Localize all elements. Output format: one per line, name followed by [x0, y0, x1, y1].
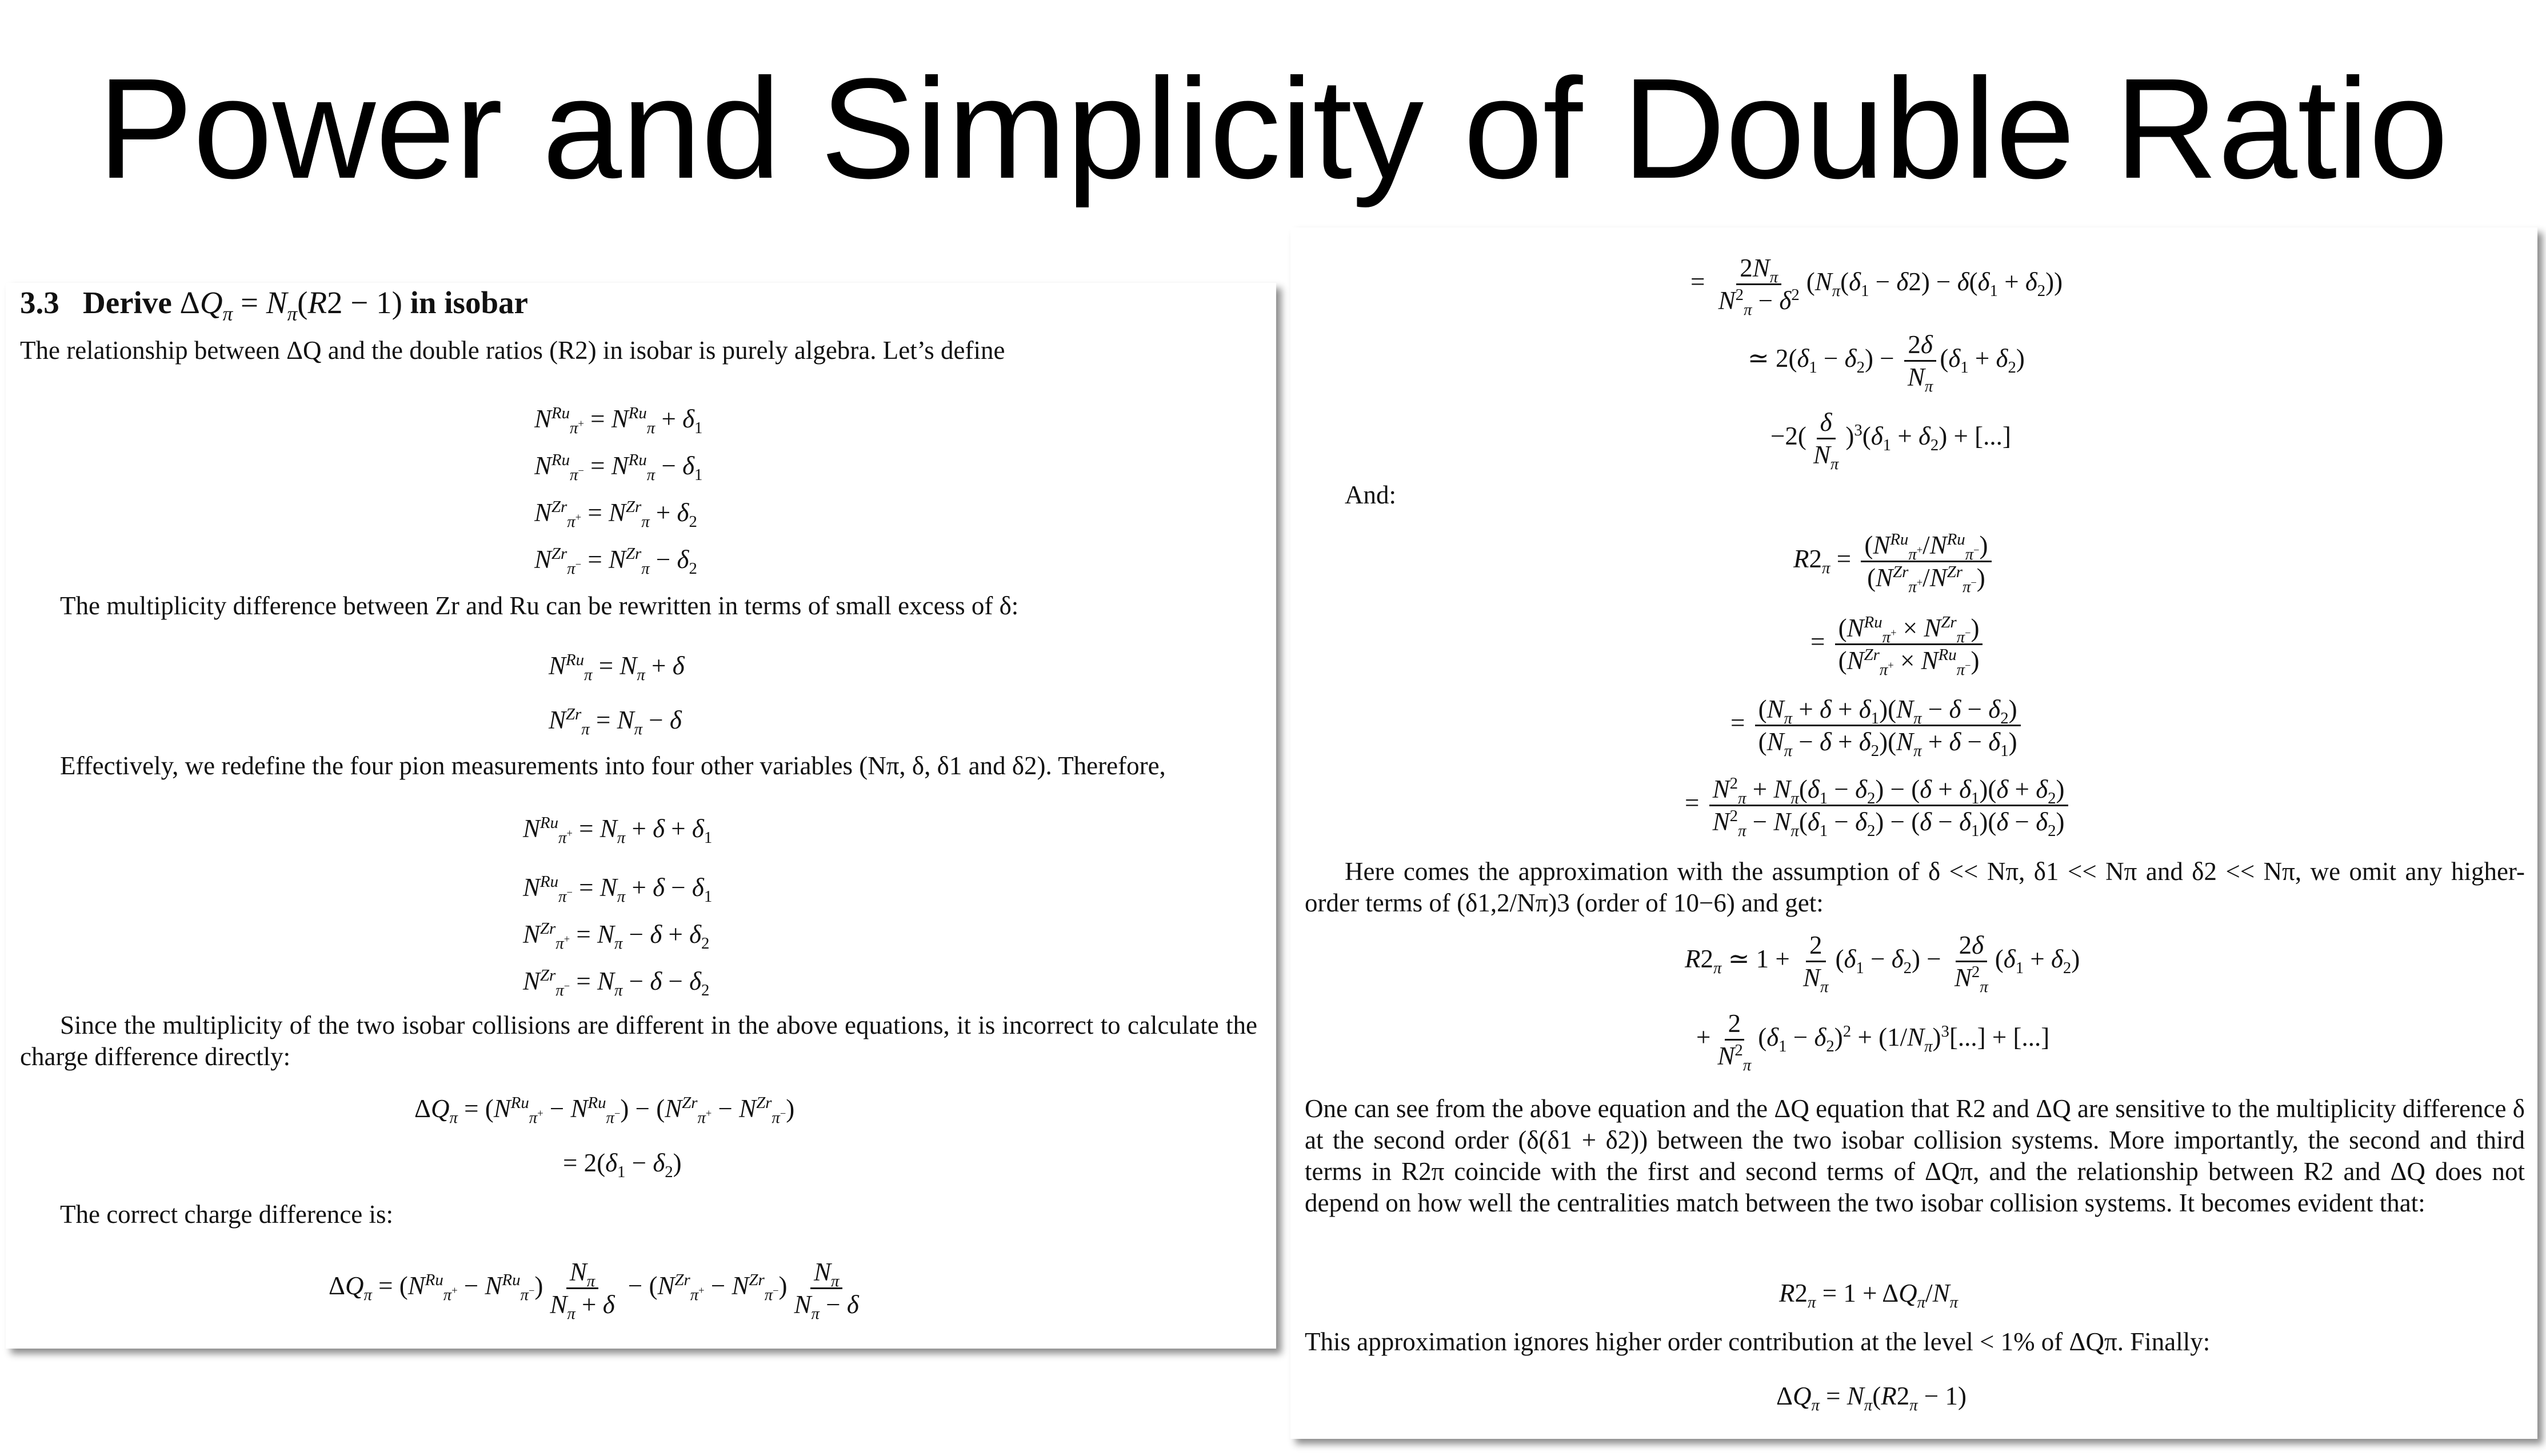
- equation-dq-final: $\Delta Q_\pi = N_\pi(R2_\pi - 1)$: [1776, 1382, 1967, 1415]
- paragraph-final: This approximation ignores higher order contribution at the level < 1% of ΔQπ. Finally:: [1305, 1327, 2211, 1356]
- paragraph-4: Since the multiplicity of the two isobar collisions are different in the above equations, it is incorrect to calculate the charge difference directly:: [20, 1011, 1257, 1071]
- left-paper-panel: [6, 283, 1276, 1349]
- equation-expand-3: −2( $\frac{\delta}{N_\pi}$ )$^3(\delta_1 + \delta_2)$ + [...]: [1770, 408, 2011, 474]
- equation-nzr: $N^{Zr}_\pi = N_\pi - \delta$: [549, 705, 682, 739]
- equation-r2-approx-2: + $\frac{2}{N^2_\pi}$ $(\delta_1 - \delta_2)^2 + (1/N_\pi)^3[...]$ + [...]: [1696, 1009, 2050, 1075]
- equation-sub-4: $N^{Zr}_{\pi^-} = N_\pi - \delta - \delta_2$: [523, 966, 710, 1000]
- paragraph-1: The relationship between ΔQ and the double ratios (R2) in isobar is purely algebra. Let’s define: [20, 336, 1005, 365]
- equation-def-1: $N^{Ru}_{\pi^+} = N^{Ru}_\pi + \delta_1$: [534, 404, 703, 438]
- equation-def-4: $N^{Zr}_{\pi^-} = N^{Zr}_\pi - \delta_2$: [534, 545, 697, 578]
- section-word: Derive: [83, 285, 172, 320]
- equation-expand-2: ≃ $2(\delta_1 - \delta_2)$ − $\frac{2\delta}{N_\pi}$ $(\delta_1 + \delta_2)$: [1748, 330, 2025, 396]
- equation-sub-3: $N^{Zr}_{\pi^+} = N_\pi - \delta + \delta_2$: [523, 919, 710, 953]
- slide-title: Power and Simplicity of Double Ratio: [97, 49, 2449, 208]
- equation-r2-def: $R2_\pi$ = $\frac{(N^{Ru}_{\pi^+}/N^{Ru}_{\pi^-})}{(N^{Zr}_{\pi^+}/N^{Zr}_{\pi^-})}$: [1793, 522, 1995, 596]
- section-suffix: in isobar: [410, 285, 528, 320]
- equation-correct-dq: $\Delta Q_\pi = (N^{Ru}_{\pi^+} - N^{Ru}_{\pi^-})$ $\frac{N_\pi}{N_\pi + \delta}$ − $(N^{Zr}_{\pi^+} - N^{Zr}_{\pi^-})$ $\frac{N_\pi}{N_\pi - \delta}$: [329, 1258, 859, 1323]
- equation-expand-1: = $\frac{2N_\pi}{N^2_\pi - \delta^2}$ $(N_\pi(\delta_1 - \delta 2) - \delta(\delta_1 + \delta_2))$: [1690, 254, 2063, 319]
- equation-r2-step-2: = $\frac{(N_\pi + \delta + \delta_1)(N_\pi - \delta - \delta_2)}{(N_\pi - \delta + \delta_2)(N_\pi + \delta - \delta_1)}$: [1730, 687, 2024, 759]
- paragraph-2: The multiplicity difference between Zr and Ru can be rewritten in terms of small excess of δ:: [60, 591, 1019, 620]
- equation-r2-step-3: = $\frac{N^2_\pi + N_\pi(\delta_1 - \delta_2) - (\delta + \delta_1)(\delta + \delta_2)}{N^2_\pi - N_\pi(\delta_1 - \delta_2) - (\delta - \delta_1)(\delta - \delta_2)}$: [1685, 767, 2072, 839]
- paragraph-3: Effectively, we redefine the four pion measurements into four other variables (Nπ, δ, δ1 and δ2). Therefore,: [60, 751, 1166, 780]
- paragraph-5: The correct charge difference is:: [60, 1200, 394, 1229]
- equation-def-2: $N^{Ru}_{\pi^-} = N^{Ru}_\pi - \delta_1$: [534, 451, 703, 485]
- equation-r2-final: $R2_\pi = 1 + \Delta Q_\pi/N_\pi$: [1779, 1279, 1959, 1312]
- and-label: And:: [1345, 481, 1396, 509]
- equation-naive-result: = $2(\delta_1 - \delta_2)$: [563, 1149, 682, 1182]
- paragraph-discussion: One can see from the above equation and the ΔQ equation that R2 and ΔQ are sensitive to the multiplicity difference δ at the second order (δ(δ1 + δ2)) between the two isobar collision systems. More importantly, the second and third terms in R2π coincide with the first and second terms of ΔQπ, and the relationship between R2 and ΔQ does not depend on how well the centralities match between the two isobar collision systems. It becomes evident that:: [1305, 1094, 2525, 1217]
- equation-r2-step-1: = $\frac{(N^{Ru}_{\pi^+} \times N^{Zr}_{\pi^-})}{(N^{Zr}_{\pi^+} \times N^{Ru}_{\pi^-})}$: [1810, 605, 1986, 679]
- equation-def-3: $N^{Zr}_{\pi^+} = N^{Zr}_\pi + \delta_2$: [534, 498, 697, 531]
- equation-nru: $N^{Ru}_\pi = N_\pi + \delta$: [549, 651, 685, 685]
- section-heading: 3.3 Derive $\Delta Q_\pi = N_\pi(R2 - 1)$ in isobar: [20, 285, 528, 325]
- paragraph-approx: Here comes the approximation with the assumption of δ << Nπ, δ1 << Nπ and δ2 << Nπ, we omit any higher-order terms of (δ1,2/Nπ)3 (order of 10−6) and get:: [1305, 857, 2525, 917]
- right-paper-panel: [1290, 227, 2537, 1439]
- equation-sub-1: $N^{Ru}_{\pi^+} = N_\pi + \delta + \delta_1$: [523, 814, 713, 847]
- equation-sub-2: $N^{Ru}_{\pi^-} = N_\pi + \delta - \delta_1$: [523, 873, 713, 906]
- equation-r2-approx-1: $R2_\pi$ ≃ 1 + $\frac{2}{N_\pi}$ $(\delta_1 - \delta_2)$ − $\frac{2\delta}{N^2_\pi}$ $(\delta_1 + \delta_2)$: [1685, 931, 2080, 997]
- section-number: 3.3: [20, 285, 59, 320]
- equation-naive-dq: $\Delta Q_\pi = (N^{Ru}_{\pi^+} - N^{Ru}_{\pi^-}) - (N^{Zr}_{\pi^+} - N^{Zr}_{\pi^-})$: [414, 1094, 795, 1127]
